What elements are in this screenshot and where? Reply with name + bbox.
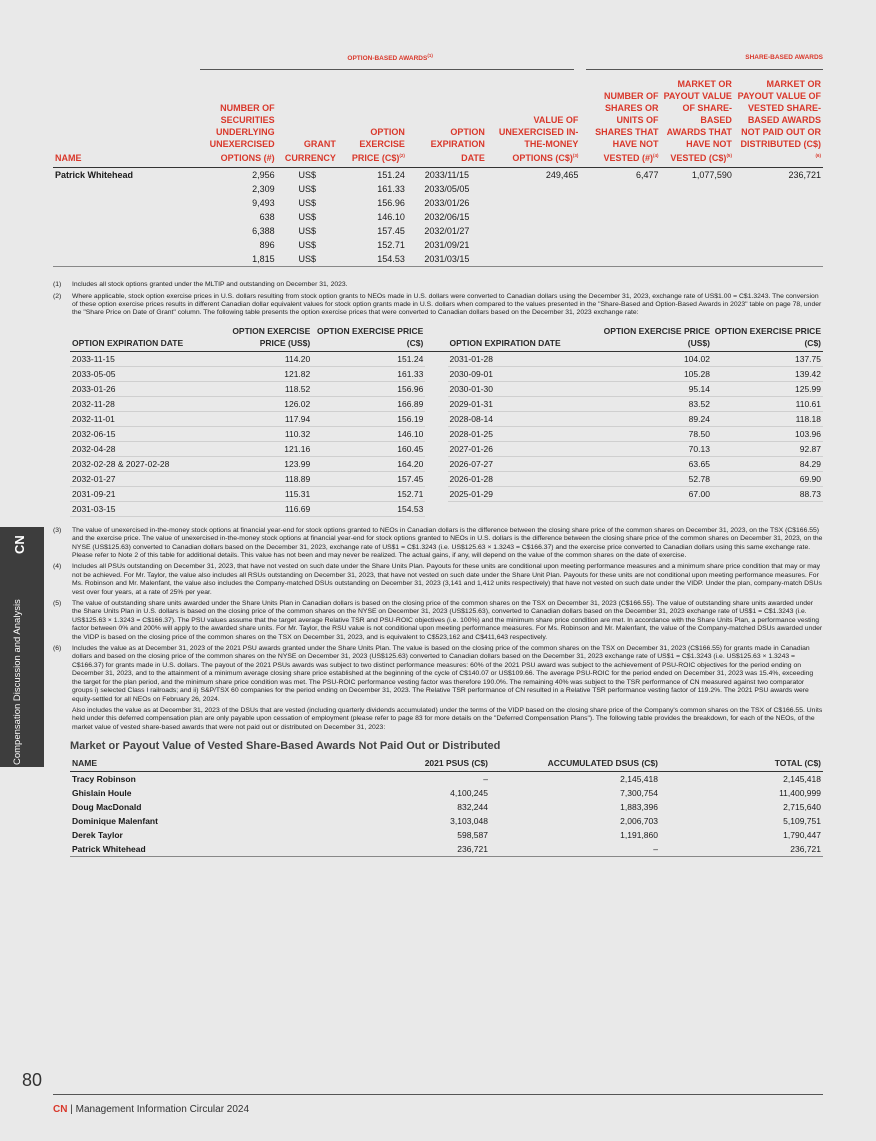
- cn-logo: CN: [12, 535, 27, 555]
- exchange-cell: 2029-01-31: [448, 396, 599, 411]
- exchange-cell: 2031-01-28: [448, 351, 599, 366]
- footnote: [53, 527, 823, 561]
- column-header: NUMBER OF SHARES OR UNITS OF SHARES THAT HAVE NOT VESTED (#)$^{(4)}$: [580, 70, 660, 168]
- exchange-cell: [599, 501, 712, 516]
- footer-doc-title: Management Information Circular 2024: [75, 1104, 250, 1115]
- table-row: [70, 351, 823, 366]
- exchange-cell: 115.31: [221, 486, 312, 501]
- table-row: [70, 786, 823, 800]
- exchange-cell: 2028-01-25: [448, 426, 599, 441]
- table-cell: 2,309: [252, 184, 275, 195]
- payout-table: [70, 756, 823, 857]
- table-cell: 2031/09/21: [424, 240, 470, 251]
- name-cell: [53, 196, 200, 210]
- content: [53, 50, 823, 857]
- exchange-cell: 139.42: [712, 366, 823, 381]
- table-cell: 161.33: [377, 184, 405, 195]
- table-row: [53, 182, 823, 196]
- group-header-row: [53, 50, 823, 68]
- exchange-column-header: OPTION EXERCISE PRICE (C$): [712, 324, 823, 352]
- exchange-cell: 114.20: [221, 351, 312, 366]
- footnote-number: (5): [53, 600, 62, 608]
- table-cell: [580, 252, 660, 267]
- exchange-cell: 154.53: [312, 501, 425, 516]
- table-cell: [734, 182, 823, 196]
- table-cell: [734, 238, 823, 252]
- table-row: [70, 441, 823, 456]
- section-side-tab[interactable]: [0, 527, 44, 767]
- column-header: OPTION EXERCISE PRICE (C$)$^{(2)}$: [338, 70, 407, 168]
- payout-cell: 5,109,751: [783, 816, 821, 827]
- exchange-cell: 95.14: [599, 381, 712, 396]
- table-row: [53, 238, 823, 252]
- exchange-cell: 2030-09-01: [448, 366, 599, 381]
- exchange-cell: 78.50: [599, 426, 712, 441]
- column-header: GRANT CURRENCY: [277, 70, 338, 168]
- table-cell: [661, 238, 734, 252]
- table-row: [70, 814, 823, 828]
- exchange-cell: 151.24: [312, 351, 425, 366]
- footnote: [53, 707, 823, 732]
- exchange-cell: 161.33: [312, 366, 425, 381]
- payout-cell: 2,715,640: [783, 802, 821, 813]
- table-cell: [487, 238, 580, 252]
- payout-column-header: 2021 PSUS (C$): [330, 756, 490, 772]
- table-cell: 6,388: [252, 226, 275, 237]
- footnote-text: The value of outstanding share units awarded under the Share Units Plan in Canadian dollars is based on the closing price of the common shares on the TSX on December 31, 2023 (C$166.55). The value of outstanding share units awarded under the Share Units Plan in U.S. dollars is based on the closing price of the common shares on the NYSE on December 31, 2023 (US$125.63), converted to Canadian dollars based on the December 31, 2023 exchange rate of US$1 = C$1.3243 (i.e. US$125.63 × 1.3243 = C$166.37). The PSU values assume that the target average Relative TSR and PSU-ROIC objectives (i.e. 100%) and the minimum share price condition are met. In accordance with the Share Units Plan, a performance vesting factor between 0% and 200% will apply to the awarded share units. For Mr. Taylor, the RSU value is not conditional upon meeting performance measures. For Ms. Robinson and Mr. Malenfant, the value of the Company-matched DSUs awarded under the VIDP is based on the closing price of the common shares on the TSX on December 31, 2023, and is equivalent to C$523,162 and C$411,643 respectively.: [72, 600, 823, 641]
- exchange-cell: 156.96: [312, 381, 425, 396]
- payout-cell: 236,721: [660, 842, 823, 857]
- footnote-text: Where applicable, stock option exercise prices in U.S. dollars resulting from stock option grants to NEOs made in U.S. dollars were converted to Canadian dollars using the December 31, 2023, exchange rate of US$1.00 = C$1.3243. The conversion of these option exercise prices results in different Canadian dollar equivalent values for stock option grants made in U.S. dollars when compared to the values presented in the "Share-Based and Option-Based Awards in 2023" table on page 78, under the "Share Price on Date of Grant" column. The following table presents the option exercise prices that were converted to Canadian dollars based on the December 31, 2023 exchange rate:: [72, 292, 822, 317]
- footnote: [53, 600, 823, 642]
- exchange-column-header: OPTION EXERCISE PRICE (C$): [312, 324, 425, 352]
- exchange-cell: 123.99: [221, 456, 312, 471]
- exchange-cell: 67.00: [599, 486, 712, 501]
- table-cell: [487, 224, 580, 238]
- exchange-cell: 2031-03-15: [70, 501, 221, 516]
- footnote-number: (3): [53, 526, 62, 534]
- name-cell: Doug MacDonald: [72, 802, 142, 813]
- table-cell: [734, 196, 823, 210]
- exchange-cell: 121.16: [221, 441, 312, 456]
- table-cell: [580, 196, 660, 210]
- name-cell: Dominique Malenfant: [72, 816, 158, 827]
- table-cell: 2033/11/15: [424, 170, 470, 181]
- table-cell: 156.96: [377, 198, 405, 209]
- table-row: [70, 381, 823, 396]
- exchange-cell: [712, 501, 823, 516]
- exchange-cell: 156.19: [312, 411, 425, 426]
- table-cell: US$: [298, 170, 316, 181]
- exchange-cell: 116.69: [221, 501, 312, 516]
- payout-cell: –: [490, 842, 660, 857]
- table-cell: 2,956: [252, 170, 275, 181]
- table-row: [70, 800, 823, 814]
- name-cell: [53, 224, 200, 238]
- table-cell: 157.45: [377, 226, 405, 237]
- payout-cell: 7,300,754: [620, 788, 658, 799]
- exchange-cell: 70.13: [599, 441, 712, 456]
- footnote-number: (2): [53, 292, 62, 300]
- footnote: [53, 563, 823, 597]
- footnote-text: The value of unexercised in-the-money stock options at financial year-end for stock options granted to NEOs in Canadian dollars is the difference between the closing share price of the common shares on December 31, 2023, on the TSX (C$166.55) and the exercise price. The value of unexercised in-the-money stock options at financial year-end for stock options granted to NEOs in U.S. dollars is the difference between the closing share price of the common shares on December 31, 2023, on the NYSE (US$125.63) converted to Canadian dollars based on the December 31, 2023, exchange rate of US$1 = C$1.3243 (i.e. US$125.63 × 1.3243 = C$166.37) and the exercise price converted to Canadian dollars using this same exchange rate. Please refer to Note 2 of this table for additional details. This value has not been and may never be realized. The actual gains, if any, will depend on the value of the common shares on the date of exercise.: [72, 526, 823, 559]
- footnote: [53, 281, 823, 289]
- table-cell: US$: [277, 252, 338, 267]
- exchange-cell: 2030-01-30: [448, 381, 599, 396]
- table-cell: [661, 210, 734, 224]
- table-cell: [661, 224, 734, 238]
- exchange-cell: 166.89: [312, 396, 425, 411]
- payout-cell: 236,721: [330, 842, 490, 857]
- payout-cell: 2,006,703: [620, 816, 658, 827]
- footer-title: [53, 1104, 249, 1115]
- payout-cell: 11,400,999: [779, 788, 821, 799]
- footnote-number: (4): [53, 563, 62, 571]
- exchange-cell: 125.99: [712, 381, 823, 396]
- payout-cell: 1,790,447: [783, 830, 821, 841]
- exchange-cell: 126.02: [221, 396, 312, 411]
- exchange-cell: 83.52: [599, 396, 712, 411]
- exchange-header-row: [70, 324, 823, 352]
- exchange-cell: 2026-01-28: [448, 471, 599, 486]
- table-cell: 236,721: [788, 170, 821, 181]
- table-cell: [734, 210, 823, 224]
- footer-brand: CN: [53, 1104, 68, 1115]
- table-row: [70, 456, 823, 471]
- payout-column-header: NAME: [70, 756, 330, 772]
- exchange-body: [70, 351, 823, 516]
- table-cell: [580, 210, 660, 224]
- table-cell: 152.71: [377, 240, 405, 251]
- exchange-cell: 2025-01-29: [448, 486, 599, 501]
- table-row: [70, 426, 823, 441]
- footnote-text: Includes all PSUs outstanding on December 31, 2023, that have not vested on such date under the Share Units Plan. Payouts for these units are conditional upon meeting performance measures and a minimum share price condition that may or may not be achieved. For Mr. Taylor, the value also includes all RSUs outstanding on December 31, 2023, that have not vested on such date under the Share Unit Plan. Payouts for these units are not conditional upon meeting performance measures. For Ms. Robinson and Mr. Malenfant, the value also includes the Company-matched DSUs outstanding on December 31, 2023 (3,141 and 1,412 units respectively) that have not vested on such date under the VIDP. Under the plan, company-match DSUs vest over four years, at a rate of 25% per year.: [72, 563, 822, 596]
- table-row: [70, 411, 823, 426]
- table-row: [53, 252, 823, 267]
- table-cell: [487, 196, 580, 210]
- name-cell: Derek Taylor: [72, 830, 123, 841]
- payout-column-header: ACCUMULATED DSUS (C$): [490, 756, 660, 772]
- exchange-cell: 2033-11-15: [70, 351, 221, 366]
- exchange-column-header: OPTION EXPIRATION DATE: [70, 324, 221, 352]
- payout-cell: 1,883,396: [620, 802, 658, 813]
- exchange-cell: 137.75: [712, 351, 823, 366]
- exchange-cell: 2033-05-05: [70, 366, 221, 381]
- name-cell: [53, 238, 200, 252]
- option-based-awards-header: OPTION-BASED AWARDS$^{(1)}$: [347, 53, 433, 63]
- table-cell: 9,493: [252, 198, 275, 209]
- exchange-cell: 157.45: [312, 471, 425, 486]
- table-cell: [661, 196, 734, 210]
- exchange-rate-table: [70, 324, 823, 517]
- exchange-cell: 105.28: [599, 366, 712, 381]
- exchange-cell: [448, 501, 599, 516]
- footer-divider: [53, 1094, 823, 1095]
- exchange-cell: 63.65: [599, 456, 712, 471]
- table-cell: [661, 252, 734, 267]
- table-cell: [580, 224, 660, 238]
- footnote-text: Also includes the value as at December 31, 2023 of the DSUs that are vested (including quarterly dividends accumulated) under the terms of the VIDP based on the closing share price of the Company's common shares on the TSX of C$166.55. Units held under this deferred compensation plan are only payable upon cessation of employment (please refer to page 83 for more details on the "Deferred Compensation Plans"). The following table provides the breakdown, for each of the NEOs, of the market value of vested share-based awards that were not paid out or distributed on December 31, 2023:: [72, 706, 823, 731]
- column-header: MARKET OR PAYOUT VALUE OF VESTED SHARE-BASED AWARDS NOT PAID OUT OR DISTRIBUTED (C$)$^{(6)}$: [734, 70, 823, 168]
- footnote-number: (6): [53, 645, 62, 653]
- table-cell: [487, 252, 580, 267]
- column-header: MARKET OR PAYOUT VALUE OF SHARE-BASED AWARDS THAT HAVE NOT VESTED (C$)$^{(5)}$: [661, 70, 734, 168]
- table-cell: 896: [259, 240, 275, 251]
- payout-cell: 598,587: [457, 830, 488, 841]
- payout-column-header: TOTAL (C$): [660, 756, 823, 772]
- table-row: [70, 501, 823, 516]
- table-row: [70, 366, 823, 381]
- payout-cell: 832,244: [457, 802, 488, 813]
- exchange-cell: 89.24: [599, 411, 712, 426]
- exchange-column-header: OPTION EXERCISE PRICE (US$): [221, 324, 312, 352]
- table-row: [70, 486, 823, 501]
- share-based-awards-header: SHARE-BASED AWARDS: [745, 53, 823, 61]
- table-cell: [580, 182, 660, 196]
- column-header: VALUE OF UNEXERCISED IN-THE-MONEY OPTIONS (C$)$^{(3)}$: [487, 70, 580, 168]
- name-cell: Ghislain Houle: [72, 788, 132, 799]
- exchange-cell: 146.10: [312, 426, 425, 441]
- section-label: Compensation Discussion and Analysis: [12, 599, 23, 765]
- exchange-cell: 2032-04-28: [70, 441, 221, 456]
- table-row: [70, 828, 823, 842]
- table-row: [53, 224, 823, 238]
- payout-cell: 2,145,418: [783, 774, 821, 785]
- exchange-cell: 118.89: [221, 471, 312, 486]
- table-cell: US$: [298, 226, 316, 237]
- table-cell: [487, 182, 580, 196]
- exchange-cell: 52.78: [599, 471, 712, 486]
- exchange-cell: 152.71: [312, 486, 425, 501]
- table-cell: 1,815: [200, 252, 277, 267]
- column-header: NAME: [53, 70, 200, 168]
- exchange-cell: 2032-02-28 & 2027-02-28: [70, 456, 221, 471]
- exchange-cell: 121.82: [221, 366, 312, 381]
- table-row: [70, 471, 823, 486]
- payout-table-title: Market or Payout Value of Vested Share-Based Awards Not Paid Out or Distributed: [70, 740, 501, 753]
- name-cell: [53, 252, 200, 267]
- table-cell: US$: [298, 184, 316, 195]
- table-cell: [734, 224, 823, 238]
- name-cell: [53, 182, 200, 196]
- table-cell: US$: [298, 240, 316, 251]
- exchange-cell: 117.94: [221, 411, 312, 426]
- exchange-cell: 2032-01-27: [70, 471, 221, 486]
- column-header: NUMBER OF SECURITIES UNDERLYING UNEXERCISED OPTIONS (#): [200, 70, 277, 168]
- table-cell: 2031/03/15: [407, 252, 487, 267]
- exchange-cell: 88.73: [712, 486, 823, 501]
- table-cell: 151.24: [377, 170, 405, 181]
- footnote-text: Includes all stock options granted under the MLTIP and outstanding on December 31, 2023.: [72, 281, 348, 289]
- table-cell: [487, 210, 580, 224]
- name-cell: [53, 210, 200, 224]
- table-body: [53, 168, 823, 267]
- payout-cell: 1,191,860: [620, 830, 658, 841]
- exchange-column-header: OPTION EXERCISE PRICE (US$): [599, 324, 712, 352]
- table-cell: 2032/01/27: [424, 226, 470, 237]
- footer-separator: |: [70, 1104, 73, 1115]
- payout-header-row: [70, 756, 823, 772]
- column-header-row: [53, 70, 823, 168]
- exchange-cell: 84.29: [712, 456, 823, 471]
- exchange-cell: 110.61: [712, 396, 823, 411]
- exchange-cell: 160.45: [312, 441, 425, 456]
- exchange-cell: 2031-09-21: [70, 486, 221, 501]
- exchange-cell: 2032-11-01: [70, 411, 221, 426]
- column-header: OPTION EXPIRATION DATE: [407, 70, 487, 168]
- table-cell: [734, 252, 823, 267]
- table-cell: 2033/05/05: [424, 184, 470, 195]
- table-cell: 638: [259, 212, 275, 223]
- exchange-cell: 2027-01-26: [448, 441, 599, 456]
- exchange-cell: 103.96: [712, 426, 823, 441]
- exchange-cell: 118.18: [712, 411, 823, 426]
- footnote-text: Includes the value as at December 31, 2023 of the 2021 PSU awards granted under the Share Units Plan. The value is based on the closing price of the common shares on the TSX on December 31, 2023 (C$166.55) for grants made in Canadian dollars and based on the closing price of the common shares on the NYSE on December 31, 2023 (US$125.63) converted to Canadian dollars based on the December 31, 2023 exchange rate of US$1 = C$1.3243 (i.e. US$125.63 × 1.3243 = C$166.37) for grants made in U.S. dollars. The payout of the 2021 PSUs awards was subject to two distinct performance measures: 60% of the 2021 PSU award was subject to the achievement of PSU-ROIC objectives for the period ending on December 31, 2023, and to the attainment of a minimum average closing share price established at the beginning of the cycle of C$140.07 or US$109.66. The average PSU-ROIC for the period ended on December 31, 2023 was 15.4%, exceeding the target for the plan period, and the minimum share price condition was met. The PSU-ROIC performance vesting factor was therefore 190.0%. The remaining 40% was subject to the TSR performance of CN measured against two comparator groups i) selected Class I railroads; and ii) S&P/TSX 60 companies for the period ending on December 31, 2023. The Relative TSR performance of CN resulted in a Relative TSR performance vesting factor of 119.2%. The 2021 PSU awards were equity-settled for all NEOs on February 26, 2024.: [72, 645, 814, 703]
- table-cell: 249,465: [545, 170, 579, 181]
- table-cell: [661, 182, 734, 196]
- table-row: [53, 210, 823, 224]
- table-cell: US$: [298, 198, 316, 209]
- exchange-cell: 2032-11-28: [70, 396, 221, 411]
- footnote: [53, 645, 823, 704]
- table-cell: 1,077,590: [691, 170, 732, 181]
- exchange-cell: 118.52: [221, 381, 312, 396]
- footnote-number: (1): [53, 281, 62, 289]
- table-row: [70, 842, 823, 857]
- exchange-cell: 2028-08-14: [448, 411, 599, 426]
- name-cell: Tracy Robinson: [72, 774, 136, 785]
- payout-cell: 4,100,245: [450, 788, 488, 799]
- table-cell: US$: [298, 212, 316, 223]
- table-cell: 2032/06/15: [424, 212, 470, 223]
- payout-cell: 3,103,048: [450, 816, 488, 827]
- table-row: [53, 168, 823, 183]
- exchange-cell: 69.90: [712, 471, 823, 486]
- table-cell: 2033/01/26: [424, 198, 470, 209]
- footnotes-b: [53, 527, 823, 732]
- page-number: 80: [22, 1070, 43, 1090]
- outstanding-awards-table: [53, 50, 823, 267]
- table-row: [53, 196, 823, 210]
- exchange-cell: 110.32: [221, 426, 312, 441]
- payout-cell: –: [483, 774, 488, 785]
- table-cell: 154.53: [338, 252, 407, 267]
- exchange-cell: 2026-07-27: [448, 456, 599, 471]
- footnotes-a: [53, 281, 823, 318]
- exchange-column-header: OPTION EXPIRATION DATE: [448, 324, 599, 352]
- table-row: [70, 772, 823, 787]
- name-cell: Patrick Whitehead: [55, 170, 134, 181]
- table-cell: [580, 238, 660, 252]
- name-cell: Patrick Whitehead: [70, 842, 330, 857]
- exchange-cell: 104.02: [599, 351, 712, 366]
- payout-cell: 2,145,418: [620, 774, 658, 785]
- table-cell: 146.10: [377, 212, 405, 223]
- exchange-cell: 92.87: [712, 441, 823, 456]
- exchange-cell: 2032-06-15: [70, 426, 221, 441]
- exchange-cell: 164.20: [312, 456, 425, 471]
- payout-body: [70, 772, 823, 857]
- footnote: [53, 293, 823, 318]
- exchange-cell: 2033-01-26: [70, 381, 221, 396]
- table-cell: 6,477: [635, 170, 659, 181]
- table-row: [70, 396, 823, 411]
